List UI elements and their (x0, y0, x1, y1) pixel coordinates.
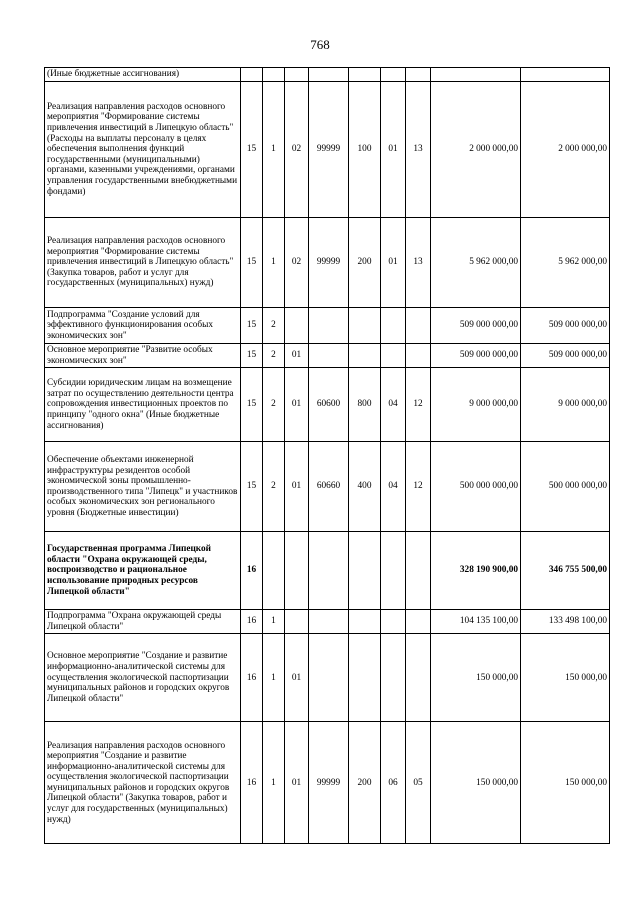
activity-code-cell (285, 610, 309, 634)
direction-code-cell: 99999 (309, 722, 349, 844)
program-code-cell: 15 (241, 308, 263, 344)
amount-year2-cell: 346 755 500,00 (521, 532, 610, 610)
section-code-cell: 06 (381, 722, 406, 844)
program-code-cell: 16 (241, 610, 263, 634)
subprogram-code-cell: 1 (263, 218, 285, 308)
subsection-code-cell (406, 344, 431, 368)
program-code-cell: 15 (241, 442, 263, 532)
item-name-cell: Подпрограмма "Охрана окружающей среды Липецкой области" (45, 610, 241, 634)
subprogram-code-cell: 2 (263, 442, 285, 532)
item-name-cell: Обеспечение объектами инженерной инфраструктуры резидентов особой экономической зоны промышленно-производственного типа "Липецк" и участников особых экономических зон регионального уровня (Бюджетные инвестиции) (45, 442, 241, 532)
amount-year2-cell: 150 000,00 (521, 722, 610, 844)
program-code-cell: 16 (241, 532, 263, 610)
activity-code-cell (285, 68, 309, 82)
amount-year2-cell: 133 498 100,00 (521, 610, 610, 634)
amount-year1-cell: 2 000 000,00 (431, 82, 521, 218)
item-name-cell: Реализация направления расходов основного мероприятия "Создание и развитие информационно-аналитической системы для осуществления экологической паспортизации муниципальных районов и городских округов Липецкой области" (Закупка товаров, работ и услуг для государственных (муниципальных) нужд) (45, 722, 241, 844)
direction-code-cell (309, 308, 349, 344)
subprogram-code-cell (263, 532, 285, 610)
program-code-cell: 15 (241, 368, 263, 442)
expense-type-cell (349, 532, 381, 610)
direction-code-cell (309, 610, 349, 634)
amount-year2-cell: 5 962 000,00 (521, 218, 610, 308)
table-row (45, 532, 610, 610)
section-code-cell: 01 (381, 82, 406, 218)
subprogram-code-cell: 1 (263, 634, 285, 722)
expense-type-cell (349, 68, 381, 82)
activity-code-cell (285, 308, 309, 344)
amount-year1-cell (431, 68, 521, 82)
amount-year2-cell: 2 000 000,00 (521, 82, 610, 218)
subprogram-code-cell: 1 (263, 722, 285, 844)
direction-code-cell (309, 532, 349, 610)
section-code-cell (381, 634, 406, 722)
subsection-code-cell: 13 (406, 82, 431, 218)
section-code-cell (381, 344, 406, 368)
amount-year2-cell: 509 000 000,00 (521, 308, 610, 344)
subsection-code-cell (406, 308, 431, 344)
program-code-cell (241, 68, 263, 82)
table-row (45, 442, 610, 532)
section-code-cell (381, 68, 406, 82)
direction-code-cell: 60660 (309, 442, 349, 532)
subsection-code-cell: 12 (406, 368, 431, 442)
expense-type-cell: 400 (349, 442, 381, 532)
program-code-cell: 16 (241, 634, 263, 722)
program-code-cell: 15 (241, 218, 263, 308)
subsection-code-cell (406, 634, 431, 722)
direction-code-cell: 99999 (309, 218, 349, 308)
section-code-cell: 04 (381, 442, 406, 532)
section-code-cell (381, 532, 406, 610)
table-row (45, 610, 610, 634)
subsection-code-cell: 05 (406, 722, 431, 844)
table-row (45, 344, 610, 368)
expense-type-cell: 800 (349, 368, 381, 442)
expense-type-cell (349, 308, 381, 344)
expense-type-cell (349, 610, 381, 634)
item-name-cell: (Иные бюджетные ассигнования) (45, 68, 241, 82)
activity-code-cell: 01 (285, 344, 309, 368)
item-name-cell: Реализация направления расходов основного мероприятия "Формирование системы привлечения инвестиций в Липецкую область" (Расходы на выплаты персоналу в целях обеспечения выполнения функций государственными (муниципальными) органами, казенными учреждениями, органами управления государственными внебюджетными фондами) (45, 82, 241, 218)
expense-type-cell: 200 (349, 218, 381, 308)
subprogram-code-cell: 2 (263, 308, 285, 344)
direction-code-cell: 99999 (309, 82, 349, 218)
amount-year2-cell: 509 000 000,00 (521, 344, 610, 368)
subprogram-code-cell: 2 (263, 368, 285, 442)
program-code-cell: 15 (241, 344, 263, 368)
activity-code-cell: 01 (285, 722, 309, 844)
direction-code-cell (309, 634, 349, 722)
section-code-cell (381, 308, 406, 344)
subprogram-code-cell (263, 68, 285, 82)
subprogram-code-cell: 1 (263, 610, 285, 634)
budget-table (44, 67, 610, 844)
expense-type-cell (349, 634, 381, 722)
amount-year1-cell: 5 962 000,00 (431, 218, 521, 308)
amount-year1-cell: 150 000,00 (431, 722, 521, 844)
item-name-cell: Субсидии юридическим лицам на возмещение затрат по осуществлению деятельности центра сопровождения инвестиционных проектов по принципу "одного окна" (Иные бюджетные ассигнования) (45, 368, 241, 442)
table-row (45, 68, 610, 82)
amount-year1-cell: 9 000 000,00 (431, 368, 521, 442)
subsection-code-cell (406, 68, 431, 82)
activity-code-cell (285, 532, 309, 610)
activity-code-cell: 02 (285, 218, 309, 308)
subsection-code-cell: 13 (406, 218, 431, 308)
amount-year2-cell: 150 000,00 (521, 634, 610, 722)
direction-code-cell: 60600 (309, 368, 349, 442)
program-code-cell: 16 (241, 722, 263, 844)
amount-year1-cell: 509 000 000,00 (431, 344, 521, 368)
activity-code-cell: 02 (285, 82, 309, 218)
table-row (45, 634, 610, 722)
item-name-cell: Основное мероприятие "Создание и развитие информационно-аналитической системы для осуществления экологической паспортизации муниципальных районов и городских округов Липецкой области" (45, 634, 241, 722)
amount-year1-cell: 328 190 900,00 (431, 532, 521, 610)
direction-code-cell (309, 68, 349, 82)
amount-year1-cell: 509 000 000,00 (431, 308, 521, 344)
amount-year1-cell: 104 135 100,00 (431, 610, 521, 634)
program-code-cell: 15 (241, 82, 263, 218)
item-name-cell: Основное мероприятие "Развитие особых экономических зон" (45, 344, 241, 368)
subsection-code-cell (406, 532, 431, 610)
table-body (45, 68, 610, 844)
item-name-cell: Подпрограмма "Создание условий для эффективного функционирования особых экономических зон" (45, 308, 241, 344)
expense-type-cell (349, 344, 381, 368)
table-row (45, 308, 610, 344)
expense-type-cell: 200 (349, 722, 381, 844)
amount-year1-cell: 150 000,00 (431, 634, 521, 722)
section-code-cell: 04 (381, 368, 406, 442)
section-code-cell: 01 (381, 218, 406, 308)
amount-year2-cell (521, 68, 610, 82)
table-row (45, 218, 610, 308)
amount-year1-cell: 500 000 000,00 (431, 442, 521, 532)
subsection-code-cell (406, 610, 431, 634)
section-code-cell (381, 610, 406, 634)
subprogram-code-cell: 1 (263, 82, 285, 218)
table-row (45, 368, 610, 442)
activity-code-cell: 01 (285, 442, 309, 532)
item-name-cell: Государственная программа Липецкой области "Охрана окружающей среды, воспроизводство и рациональное использование природных ресурсов Липецкой области" (45, 532, 241, 610)
page-number: 768 (310, 37, 330, 52)
amount-year2-cell: 500 000 000,00 (521, 442, 610, 532)
amount-year2-cell: 9 000 000,00 (521, 368, 610, 442)
table-row (45, 722, 610, 844)
direction-code-cell (309, 344, 349, 368)
activity-code-cell: 01 (285, 368, 309, 442)
item-name-cell: Реализация направления расходов основного мероприятия "Формирование системы привлечения инвестиций в Липецкую область" (Закупка товаров, работ и услуг для государственных (муниципальных) нужд) (45, 218, 241, 308)
expense-type-cell: 100 (349, 82, 381, 218)
subprogram-code-cell: 2 (263, 344, 285, 368)
table-row (45, 82, 610, 218)
subsection-code-cell: 12 (406, 442, 431, 532)
activity-code-cell: 01 (285, 634, 309, 722)
